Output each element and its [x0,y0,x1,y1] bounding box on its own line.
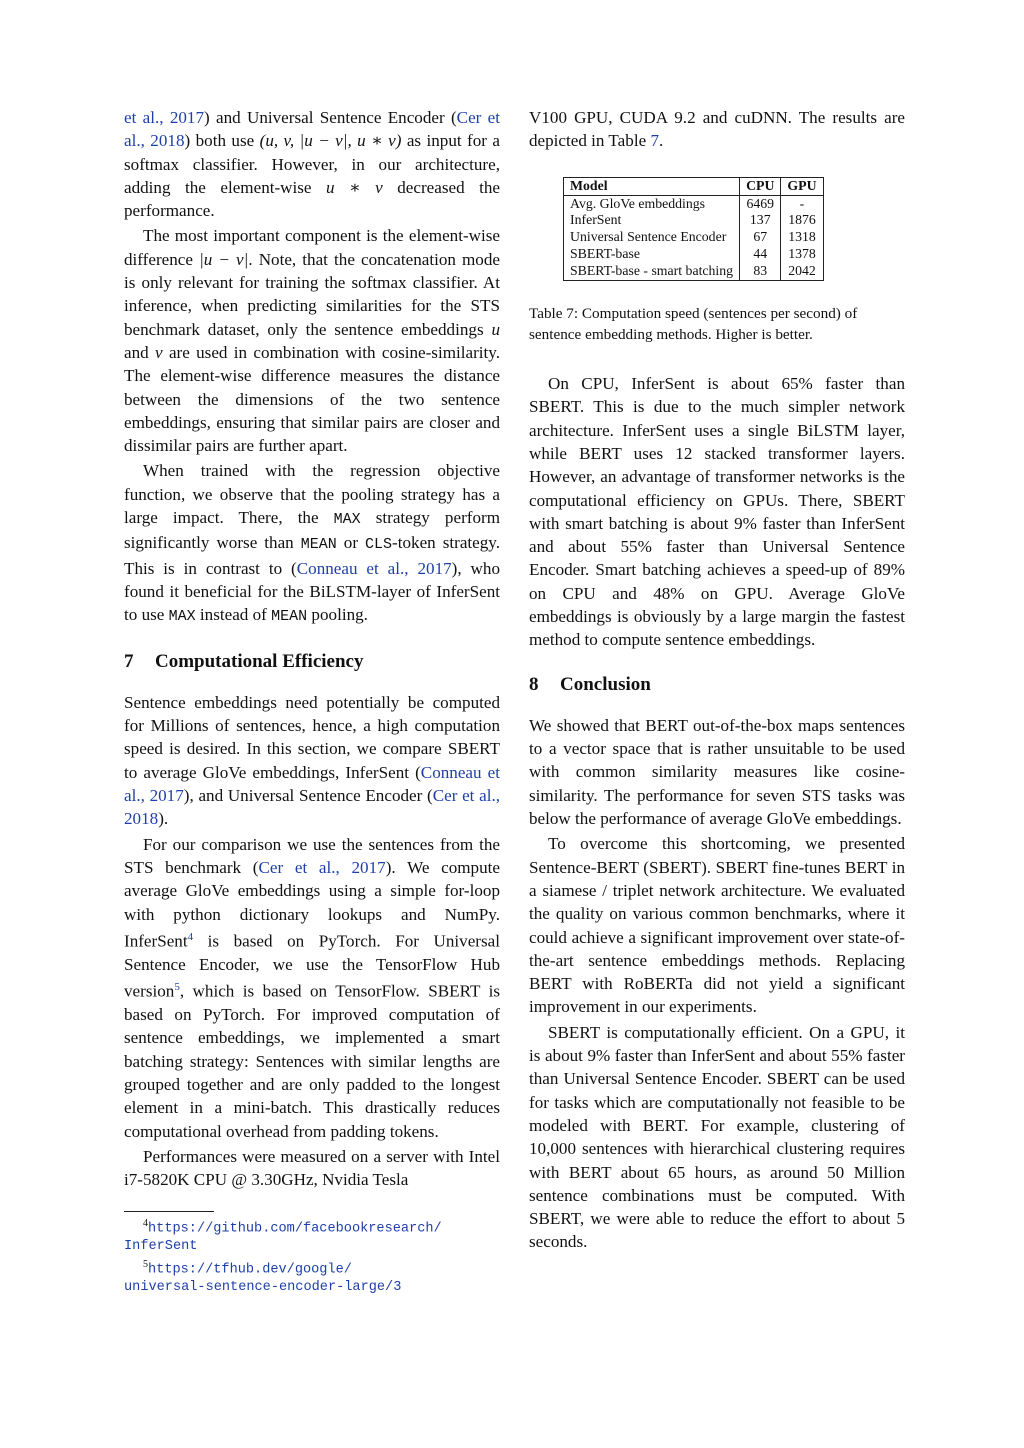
citation-link[interactable]: Cer et al., 2018 [124,108,500,151]
footnote-marker[interactable]: 4 [187,930,194,943]
paragraph-hardware: Performances were measured on a server with Intel i7-5820K CPU @ 3.30GHz, Nvidia Tesla [124,1146,500,1190]
paragraph-pooling-strategy: When trained with the regression objective function, we observe that the pooling strategy has a large impact. There, the MAX strategy perform significantly worse than MEAN or CLS-token strategy. This is in contrast to (Conneau et al., 2017), who found it beneficial for the BiLSTM-layer of InferSent to use MAX instead of MEAN pooling. [124,461,501,626]
table-row [564,246,824,263]
paragraph-conclusion-3: SBERT is computationally efficient. On a GPU, it is about 9% faster than InferSent and about 55% faster than Universal Sentence Encoder. SBERT can be used for tasks which are computationally not feasible to be modeled with BERT. For example, clustering of 10,000 sentences with hierarchical clustering requires with BERT about 65 hours, as around 50 Million sentence combinations must be computed. With SBERT, we were able to reduce the effort to about 5 seconds. [529,1022,905,1252]
paragraph-architecture: et al., 2017) and Universal Sentence Encoder (Cer et al., 2018) both use (u, v, |u − v|, u ∗ v) as input for a softmax classifier. However, in our architecture, adding the element-wise u ∗ v decreased the performance. [124,108,500,221]
table-header-cell: GPU [781,177,823,195]
section-number: 7 [124,650,134,672]
table-row [564,195,824,212]
paragraph-efficiency-intro: Sentence embeddings need potentially be computed for Millions of sentences, hence, a high computation speed is desired. In this section, we compare SBERT to average GloVe embeddings, InferSent (Conneau et al., 2017), and Universal Sentence Encoder (Cer et al., 2018). [124,692,500,829]
table-cell: 1876 [781,212,823,229]
citation-link[interactable]: et al., 2017 [124,108,205,127]
paragraph-cpu-gpu-analysis: On CPU, InferSent is about 65% faster than SBERT. This is due to the much simpler network architecture. InferSent uses a single BiLSTM layer, while BERT uses 12 stacked transformer layers. However, an advantage of transformer networks is the computational efficiency on GPUs. There, SBERT with smart batching is about 9% faster than InferSent and about 55% faster than Universal Sentence Encoder. Smart batching achieves a speed-up of 89% on CPU and 48% on GPU. Average GloVe embeddings is obviously by a large margin the fastest method to compute sentence embeddings. [529,374,905,650]
table-cell: SBERT-base [564,246,740,263]
section-heading-7 [124,650,500,673]
table-cell: Universal Sentence Encoder [564,229,740,246]
table-cell: - [781,195,823,212]
table-7 [563,177,824,281]
paragraph-element-wise-difference: The most important component is the element-wise difference |u − v|. Note, that the concatenation mode is only relevant for training the softmax classifier. At inference, when predicting similarities for the STS benchmark dataset, only the sentence embeddings u and v are used in combination with cosine-similarity. The element-wise difference measures the distance between the dimensions of the two sentence embeddings, ensuring that similar pairs are closer and dissimilar pairs are further apart. [124,226,500,456]
table-header-cell: CPU [740,177,781,195]
code-term: MEAN [271,608,308,626]
footnote-marker[interactable]: 5 [174,981,180,994]
code-term: MAX [333,511,361,529]
table-reference-link[interactable]: 7 [650,131,659,151]
footnote-divider [124,1211,214,1212]
table-cell: 6469 [740,195,781,212]
code-term: MAX [168,608,196,626]
footnote-url[interactable]: https://tfhub.dev/google/ [148,1262,352,1278]
paragraph-conclusion-2: To overcome this shortcoming, we presented Sentence-BERT (SBERT). SBERT fine-tunes BERT in a siamese / triplet network architecture. We evaluated the quality on various common benchmarks, where it could achieve a significant improvement over state-of-the-art sentence embeddings methods. Replacing BERT with RoBERTa did not yield a significant improvement in our experiments. [529,834,905,1017]
table-header-cell: Model [564,177,740,195]
paragraph-results-intro: V100 GPU, CUDA 9.2 and cuDNN. The results are depicted in Table 7. [529,108,905,151]
table-cell: 137 [740,212,781,229]
table-cell: InferSent [564,212,740,229]
table-cell: 1318 [781,229,823,246]
paragraph-comparison-setup: For our comparison we use the sentences from the STS benchmark (Cer et al., 2017). We compute average GloVe embeddings using a simple for-loop with python dictionary lookups and NumPy. InferSent$^4$ is based on PyTorch. For Universal Sentence Encoder, we use the TensorFlow Hub version$^5$, which is based on TensorFlow. SBERT is based on PyTorch. For improved computation of sentence embeddings, we implemented a smart batching strategy: Sentences with similar lengths are grouped together and are only padded to the longest element in a mini-batch. This drastically reduces computational overhead from padding tokens. [124,834,500,1141]
footnote-url[interactable]: https://github.com/facebookresearch/ [148,1221,442,1237]
section-title: Computational Efficiency [155,650,364,672]
section-number: 8 [529,673,539,695]
table-cell: 2042 [781,263,823,280]
left-column [124,106,500,1297]
footnote-4 [124,1215,500,1256]
footnote-url[interactable]: universal-sentence-encoder-large/3 [124,1280,402,1295]
table-cell: 83 [740,263,781,280]
math-expression: |u − v| [199,249,249,269]
footnote-5 [124,1256,500,1297]
code-term: CLS [365,536,393,554]
paragraph-conclusion-1: We showed that BERT out-of-the-box maps sentences to a vector space that is rather unsuitable to be used with common similarity measures like cosine-similarity. The performance for seven STS tasks was below the performance of average GloVe embeddings. [529,715,905,829]
math-variable: u [491,319,500,339]
footnote-url[interactable]: InferSent [124,1239,198,1255]
citation-link[interactable]: Cer et al., 2018 [124,786,500,829]
math-variable: v [155,342,163,362]
table-row [564,212,824,229]
table-cell: SBERT-base - smart batching [564,263,740,280]
table-cell: 67 [740,229,781,246]
section-title: Conclusion [560,673,651,695]
footnote-mark: 4 [143,1218,148,1230]
math-expression: u ∗ v [326,177,383,197]
right-column [529,106,905,1256]
table-cell: 1378 [781,246,823,263]
table-header-row [564,177,824,195]
math-expression: (u, v, |u − v|, u ∗ v) [259,131,402,151]
citation-link[interactable]: Conneau et al., 2017 [296,558,452,578]
citation-link[interactable]: Conneau et al., 2017 [124,762,500,806]
code-term: MEAN [300,536,337,554]
table-caption: Table 7: Computation speed (sentences per second) of sentence embedding methods. Higher is better. [529,305,858,344]
table-row [564,229,824,246]
citation-link[interactable]: Cer et al., 2017 [258,857,386,877]
table-row [564,263,824,280]
section-heading-8 [529,673,905,696]
footnote-mark: 5 [143,1258,148,1270]
table-cell: Avg. GloVe embeddings [564,195,740,212]
table-cell: 44 [740,246,781,263]
